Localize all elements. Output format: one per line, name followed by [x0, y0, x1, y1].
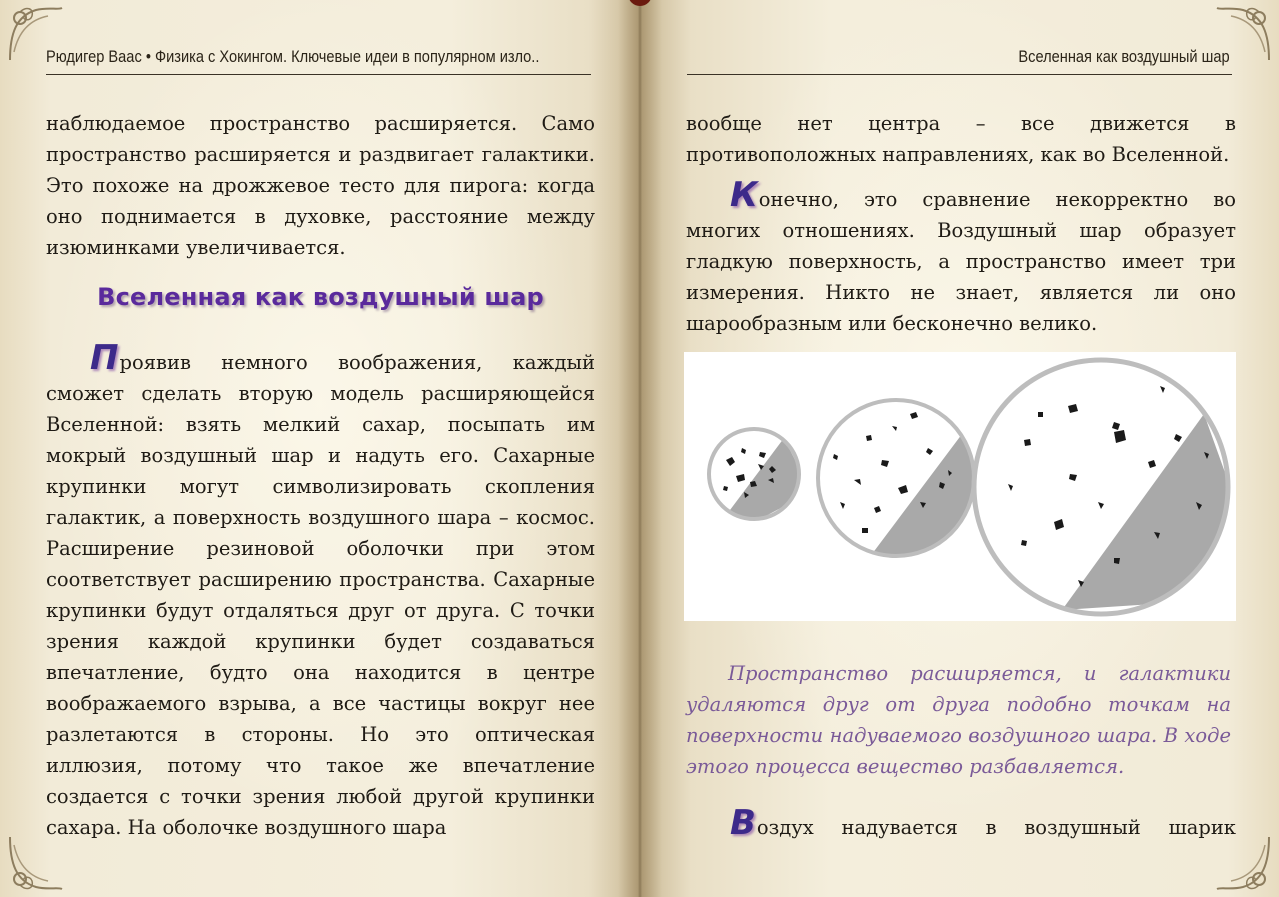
header-rule	[687, 74, 1232, 75]
paragraph-text: вообще нет центра – все движется в противоположных направлениях, как во Вселенной.	[686, 112, 1236, 166]
figure-caption: Пространство расширяется, и галактики удаляются друг от друга подобно точкам на поверхности надуваемого воздушного шара. В ходе этого процесса вещество разбавляется.	[686, 662, 1231, 778]
paragraph	[46, 338, 595, 843]
paragraph-text: онечно, это сравнение некорректно во многих отношениях. Воздушный шар образует гладкую поверхность, а пространство имеет три измерения. Никто не знает, является ли оно шарообразным или бесконечно велико.	[686, 188, 1236, 335]
drop-cap: К	[730, 175, 758, 215]
paragraph-text: роявив немного воображения, каждый сможет сделать вторую модель расширяющейся Вселенной: взять мелкий сахар, посыпать им мокрый воздушный шар и надуть его. Сахарные крупинки могут символизировать скопления галактик, а поверхность воздушного шара – космос. Расширение резиновой оболочки при этом соответствует расширению пространства. Сахарные крупинки будут отдаляться друг от друга. С точки зрения каждой крупинки будет создаваться впечатление, будто она находится в центре воображаемого взрыва, а все частицы вокруг нее разлетаются в стороны. Но это оптическая иллюзия, потому что такое же впечатление создается с точки зрения любой другой крупинки сахара. На оболочке воздушного шара	[46, 351, 595, 839]
paragraph	[686, 175, 1236, 339]
header-rule	[46, 74, 591, 75]
drop-cap: П	[90, 338, 119, 378]
paragraph	[686, 803, 1236, 843]
paragraph	[686, 108, 1236, 170]
balloons-image	[684, 352, 1236, 621]
running-head-right: Вселенная как воздушный шар	[1018, 47, 1230, 66]
paragraph-text: наблюдаемое пространство расширяется. Само пространство расширяется и раздвигает галактики. Это похоже на дрожжевое тесто для пирога: когда оно поднимается в духовке, расстояние между изюминками увеличивается.	[46, 112, 595, 259]
paragraph	[46, 108, 595, 263]
section-title: Вселенная как воздушный шар	[97, 283, 544, 311]
right-page	[640, 0, 1279, 897]
drop-cap: В	[730, 803, 756, 843]
running-head-left: Рюдигер Ваас • Физика с Хокингом. Ключевые идеи в популярном изло..	[46, 47, 540, 66]
balloon-illustration	[684, 352, 1236, 621]
paragraph-text: оздух надувается в воздушный шарик	[756, 816, 1236, 839]
